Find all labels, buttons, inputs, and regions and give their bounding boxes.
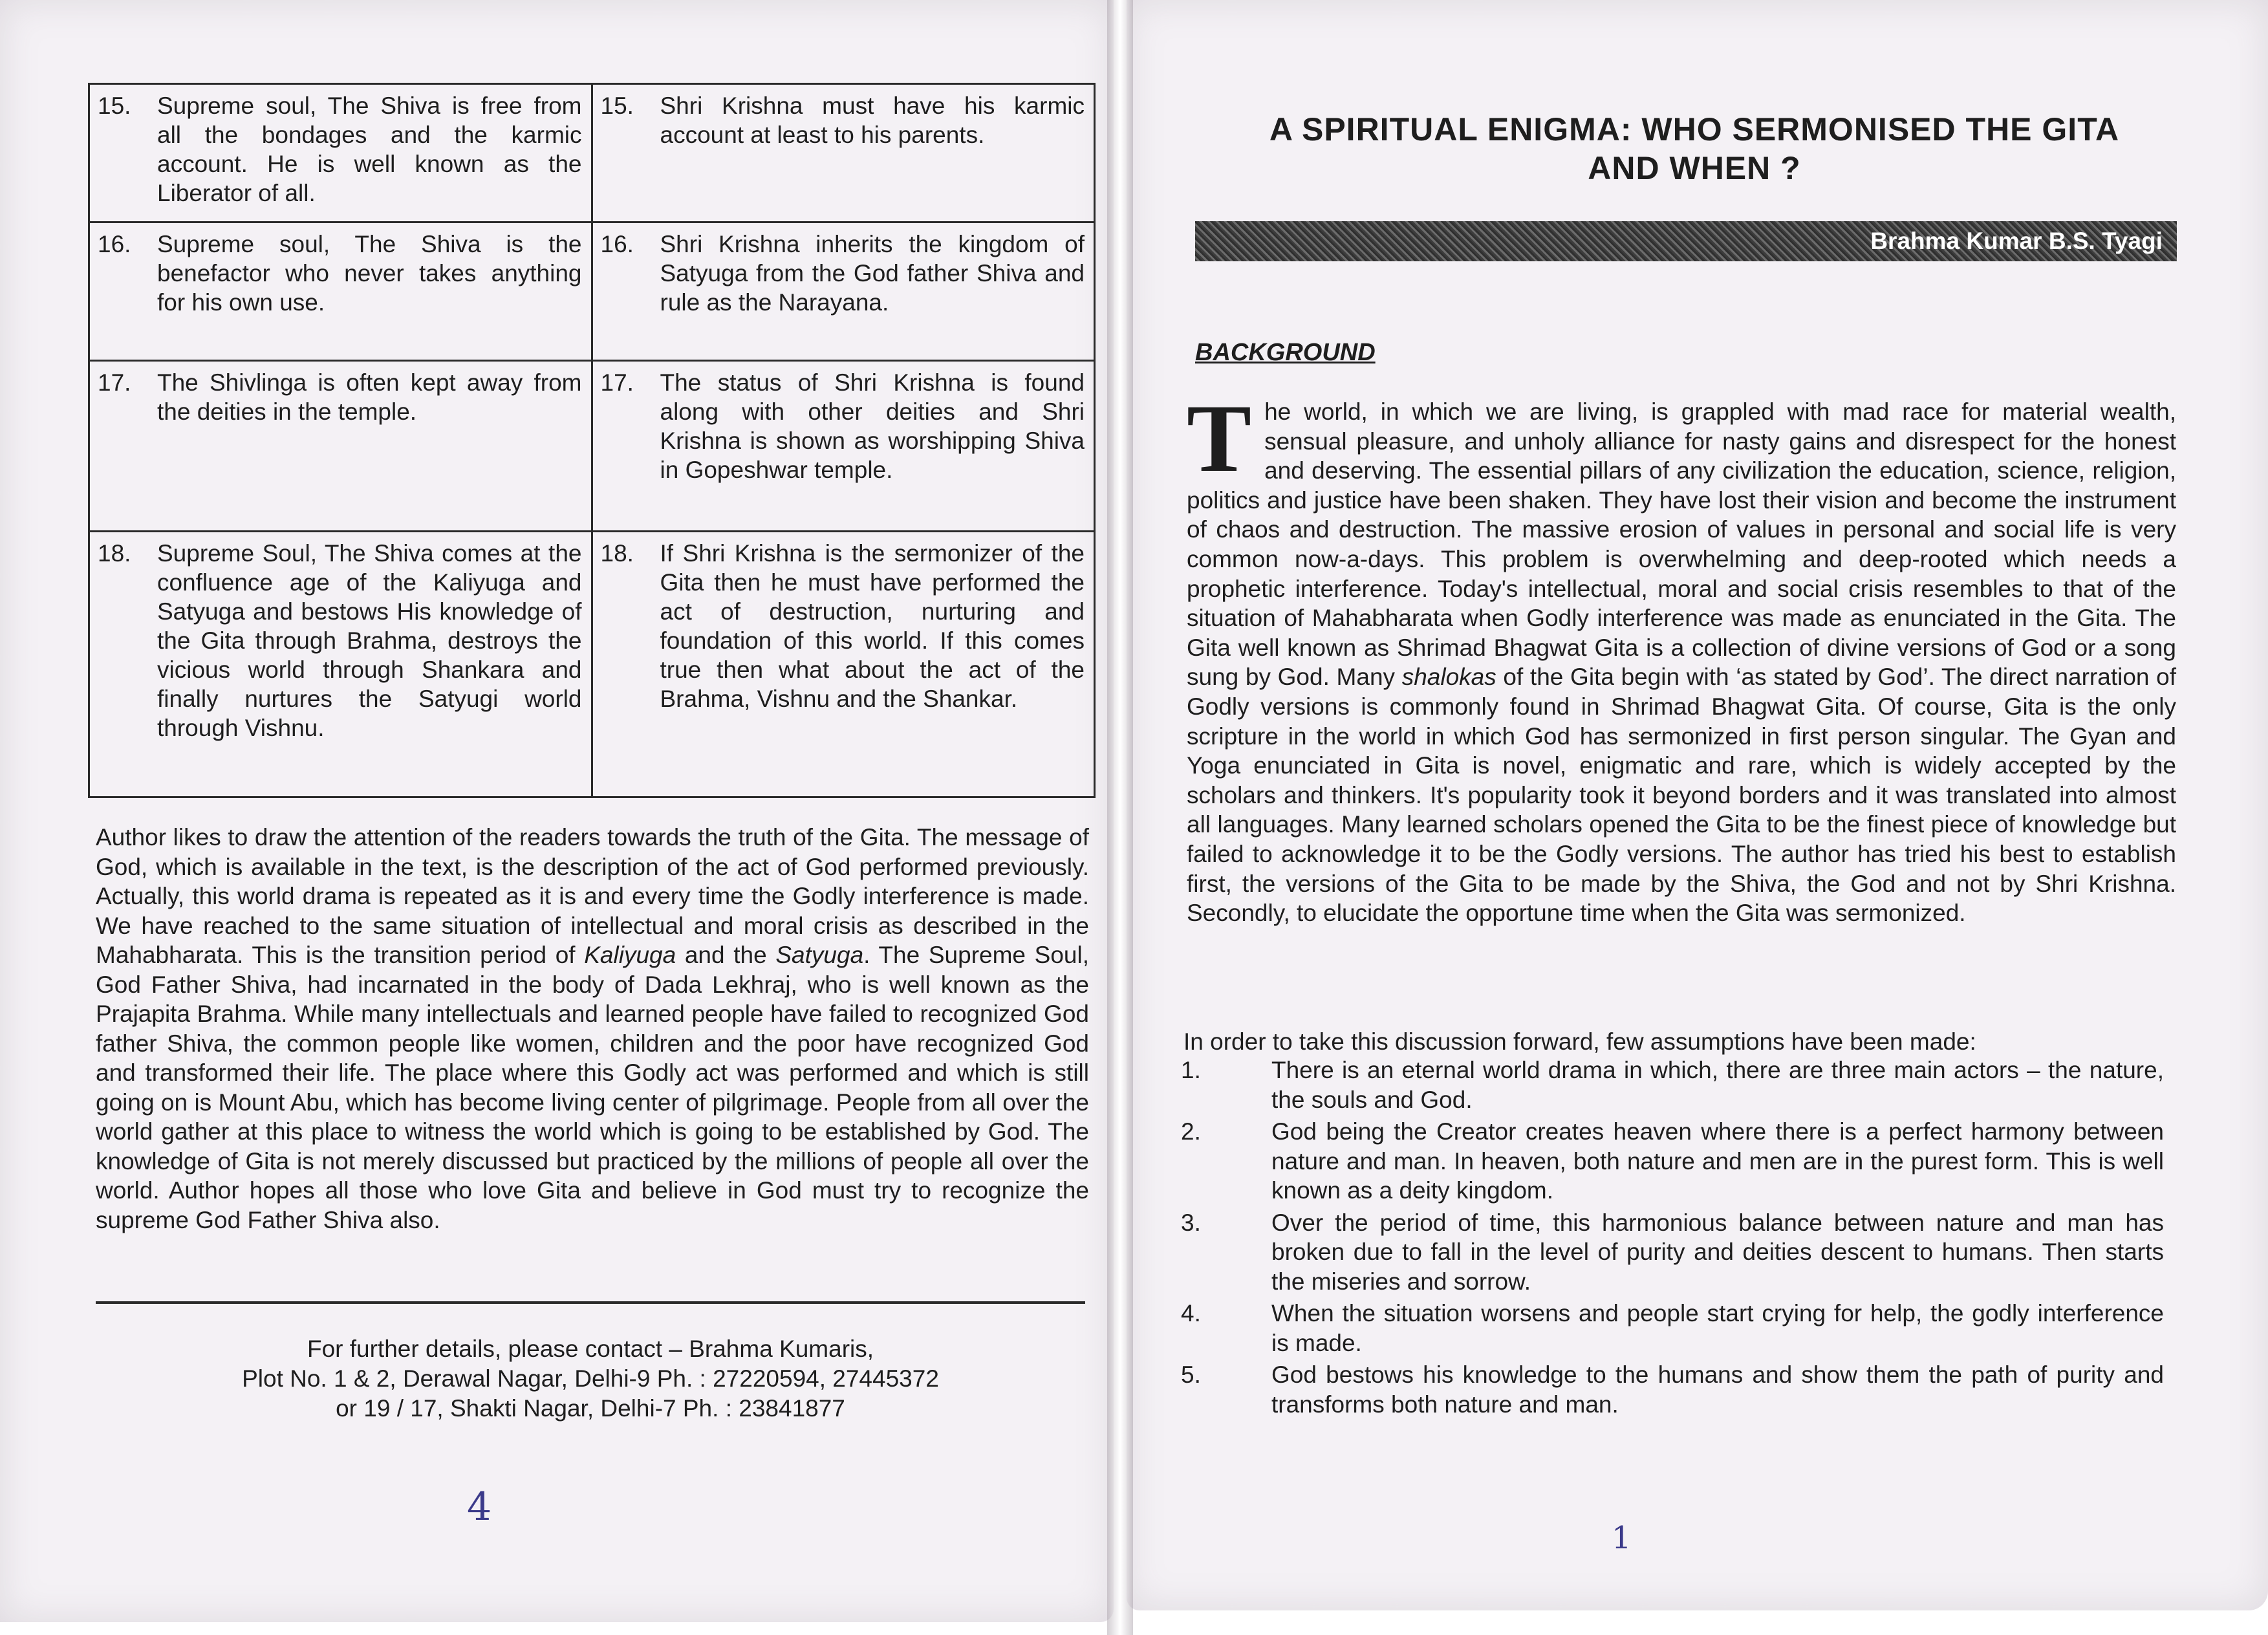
assumption-number: 3.	[1181, 1209, 1201, 1236]
title-line: A SPIRITUAL ENIGMA: WHO SERMONISED THE GITA	[1269, 111, 2120, 147]
cell-text: Supreme Soul, The Shiva comes at the confluence age of the Kaliyuga and Satyuga and bestows His knowledge of the Gita through Brahma, destroys the vicious world through Shankara and finally nurtures the Satyugi world through Vishnu.	[157, 540, 582, 741]
shalokas-term: shalokas	[1401, 664, 1496, 691]
assumption-item	[1181, 1299, 2164, 1358]
assumption-text: When the situation worsens and people start crying for help, the godly interference is made.	[1271, 1300, 2164, 1356]
table-row	[89, 532, 1095, 797]
section-heading: BACKGROUND	[1195, 339, 1376, 366]
assumptions-intro: In order to take this discussion forward, few assumptions have been made:	[1183, 1028, 1976, 1055]
row-number: 18.	[98, 540, 131, 567]
table-row	[89, 361, 1095, 532]
row-number: 15.	[98, 92, 131, 119]
row-number: 16.	[98, 231, 131, 257]
assumption-item	[1181, 1360, 2164, 1419]
assumption-text: Over the period of time, this harmonious balance between nature and man has broken due to fall in the level of purity and deities descent to humans. Then starts the miseries and sorrow.	[1271, 1209, 2164, 1295]
table-row	[89, 222, 1095, 361]
assumption-number: 2.	[1181, 1118, 1201, 1145]
page-fold	[1107, 0, 1133, 1635]
contact-line: Plot No. 1 & 2, Derawal Nagar, Delhi-9 Ph. : 27220594, 27445372	[242, 1365, 939, 1392]
contact-block	[96, 1334, 1085, 1424]
background-paragraph: The world, in which we are living, is grappled with mad race for material wealth, sensual pleasure, and unholy alliance for nasty gains and disrespect for the honest and deserving. The essential pillars of any civilization the education, science, religion, politics and justice have been shaken. They have lost their vision and become the instrument of chaos and destruction. The massive erosion of values in personal and social life is very common now-a-days. This problem is overwhelming and deep-rooted which needs a prophetic interference. Today's intellectual, moral and social crisis resembles to that of the situation of Mahabharata when Godly interference was made as enunciated in the Gita. The Gita well known as Shrimad Bhagwat Gita is a collection of divine versions of God or a song sung by God. Many shalokas of the Gita begin with ‘as stated by God’. The direct narration of Godly versions is commonly found in Shrimad Bhagwat Gita. Of course, Gita is the only scripture in the world in which God has sermonized in first person singular. The Gyan and Yoga enunciated in Gita is novel, enigmatic and rare, which is widely accepted by the scholars and thinkers. It's popularity took it beyond borders and it was translated into almost all languages. Many learned scholars opened the Gita to be the finest piece of knowledge but failed to acknowledge it to be the Godly versions. The author has tried his best to establish first, the versions of the Gita to be made by the Shiva, the God and not by Shri Krishna. Secondly, to elucidate the opportune time when the Gita was sermonized.	[1187, 385, 2177, 927]
author-banner	[1195, 221, 2177, 261]
comparison-table	[88, 83, 1096, 798]
kaliyuga-term: Kaliyuga	[584, 942, 676, 968]
shiva-cell	[89, 532, 592, 797]
row-number: 17.	[98, 369, 131, 396]
cell-text: Shri Krishna inherits the kingdom of Satyuga from the God father Shiva and rule as the Narayana.	[660, 231, 1085, 316]
shiva-cell	[89, 222, 592, 361]
cell-text: Supreme soul, The Shiva is the benefactor who never takes anything for his own use.	[157, 231, 582, 316]
krishna-cell	[592, 532, 1095, 797]
row-number: 16.	[600, 231, 634, 257]
cell-text: The status of Shri Krishna is found along with other deities and Shri Krishna is shown as worshipping Shiva in Gopeshwar temple.	[660, 369, 1085, 483]
cell-text: If Shri Krishna is the sermonizer of the Gita then he must have performed the act of destruction, nurturing and foundation of this world. If this comes true then what about the act of the Brahma, Vishnu and the Shankar.	[660, 540, 1085, 712]
author-note-paragraph: Author likes to draw the attention of the readers towards the truth of the Gita. The message of God, which is available in the text, is the description of the act of God performed previously. Actually, this world drama is repeated as it is and every time the Godly interference is made. We have reached to the same situation of intellectual and moral crisis as described in the Mahabharata. This is the transition period of Kaliyuga and the Satyuga. The Supreme Soul, God Father Shiva, had incarnated in the body of Dada Lekhraj, who is well known as the Prajapita Brahma. While many intellectuals and learned people have failed to recognized God father Shiva, the common people like women, children and the poor have recognized God and transformed their life. The place where this Godly act was performed and which is still going on is Mount Abu, which has become living center of pilgrimage. People from all over the world gather at this place to witness the world which is going to be established by God. The knowledge of Gita is not merely discussed but practiced by the millions of people all over the world. Author hopes all those who love Gita and believe in God must try to recognize the supreme God Father Shiva also.	[96, 824, 1089, 1233]
table-row	[89, 84, 1095, 222]
row-number: 15.	[600, 92, 634, 119]
assumption-number: 5.	[1181, 1361, 1201, 1388]
cell-text: The Shivlinga is often kept away from the deities in the temple.	[157, 369, 582, 425]
assumption-number: 4.	[1181, 1300, 1201, 1326]
assumption-text: There is an eternal world drama in which, there are three main actors – the nature, the souls and God.	[1271, 1057, 2164, 1113]
krishna-cell	[592, 361, 1095, 532]
page-number-handwritten: 4	[467, 1484, 492, 1530]
shiva-cell	[89, 84, 592, 222]
assumption-text: God bestows his knowledge to the humans and show them the path of purity and transforms both nature and man.	[1271, 1361, 2164, 1418]
assumptions-list	[1181, 1056, 2164, 1422]
krishna-cell	[592, 84, 1095, 222]
contact-line: For further details, please contact – Brahma Kumaris,	[307, 1336, 874, 1362]
author-name: Brahma Kumar B.S. Tyagi	[1870, 228, 2163, 254]
assumption-item	[1181, 1117, 2164, 1206]
assumption-item	[1181, 1056, 2164, 1114]
assumption-number: 1.	[1181, 1057, 1201, 1083]
contact-line: or 19 / 17, Shakti Nagar, Delhi-7 Ph. : 23841877	[336, 1395, 845, 1422]
page-number-handwritten: 1	[1612, 1520, 1632, 1556]
cell-text: Supreme soul, The Shiva is free from all the bondages and the karmic account. He is well known as the Liberator of all.	[157, 92, 582, 206]
title-line: AND WHEN ?	[1588, 150, 1801, 186]
assumption-item	[1181, 1208, 2164, 1297]
krishna-cell	[592, 222, 1095, 361]
page-title	[1209, 110, 2179, 188]
cell-text: Shri Krishna must have his karmic account at least to his parents.	[660, 92, 1085, 148]
drop-cap: T	[1187, 385, 1252, 492]
shiva-cell	[89, 361, 592, 532]
assumption-text: God being the Creator creates heaven where there is a perfect harmony between nature and man. In heaven, both nature and men are in the purest form. This is well known as a deity kingdom.	[1271, 1118, 2164, 1204]
satyuga-term: Satyuga	[775, 942, 864, 968]
row-number: 17.	[600, 369, 634, 396]
row-number: 18.	[600, 540, 634, 567]
divider-rule	[96, 1301, 1085, 1304]
